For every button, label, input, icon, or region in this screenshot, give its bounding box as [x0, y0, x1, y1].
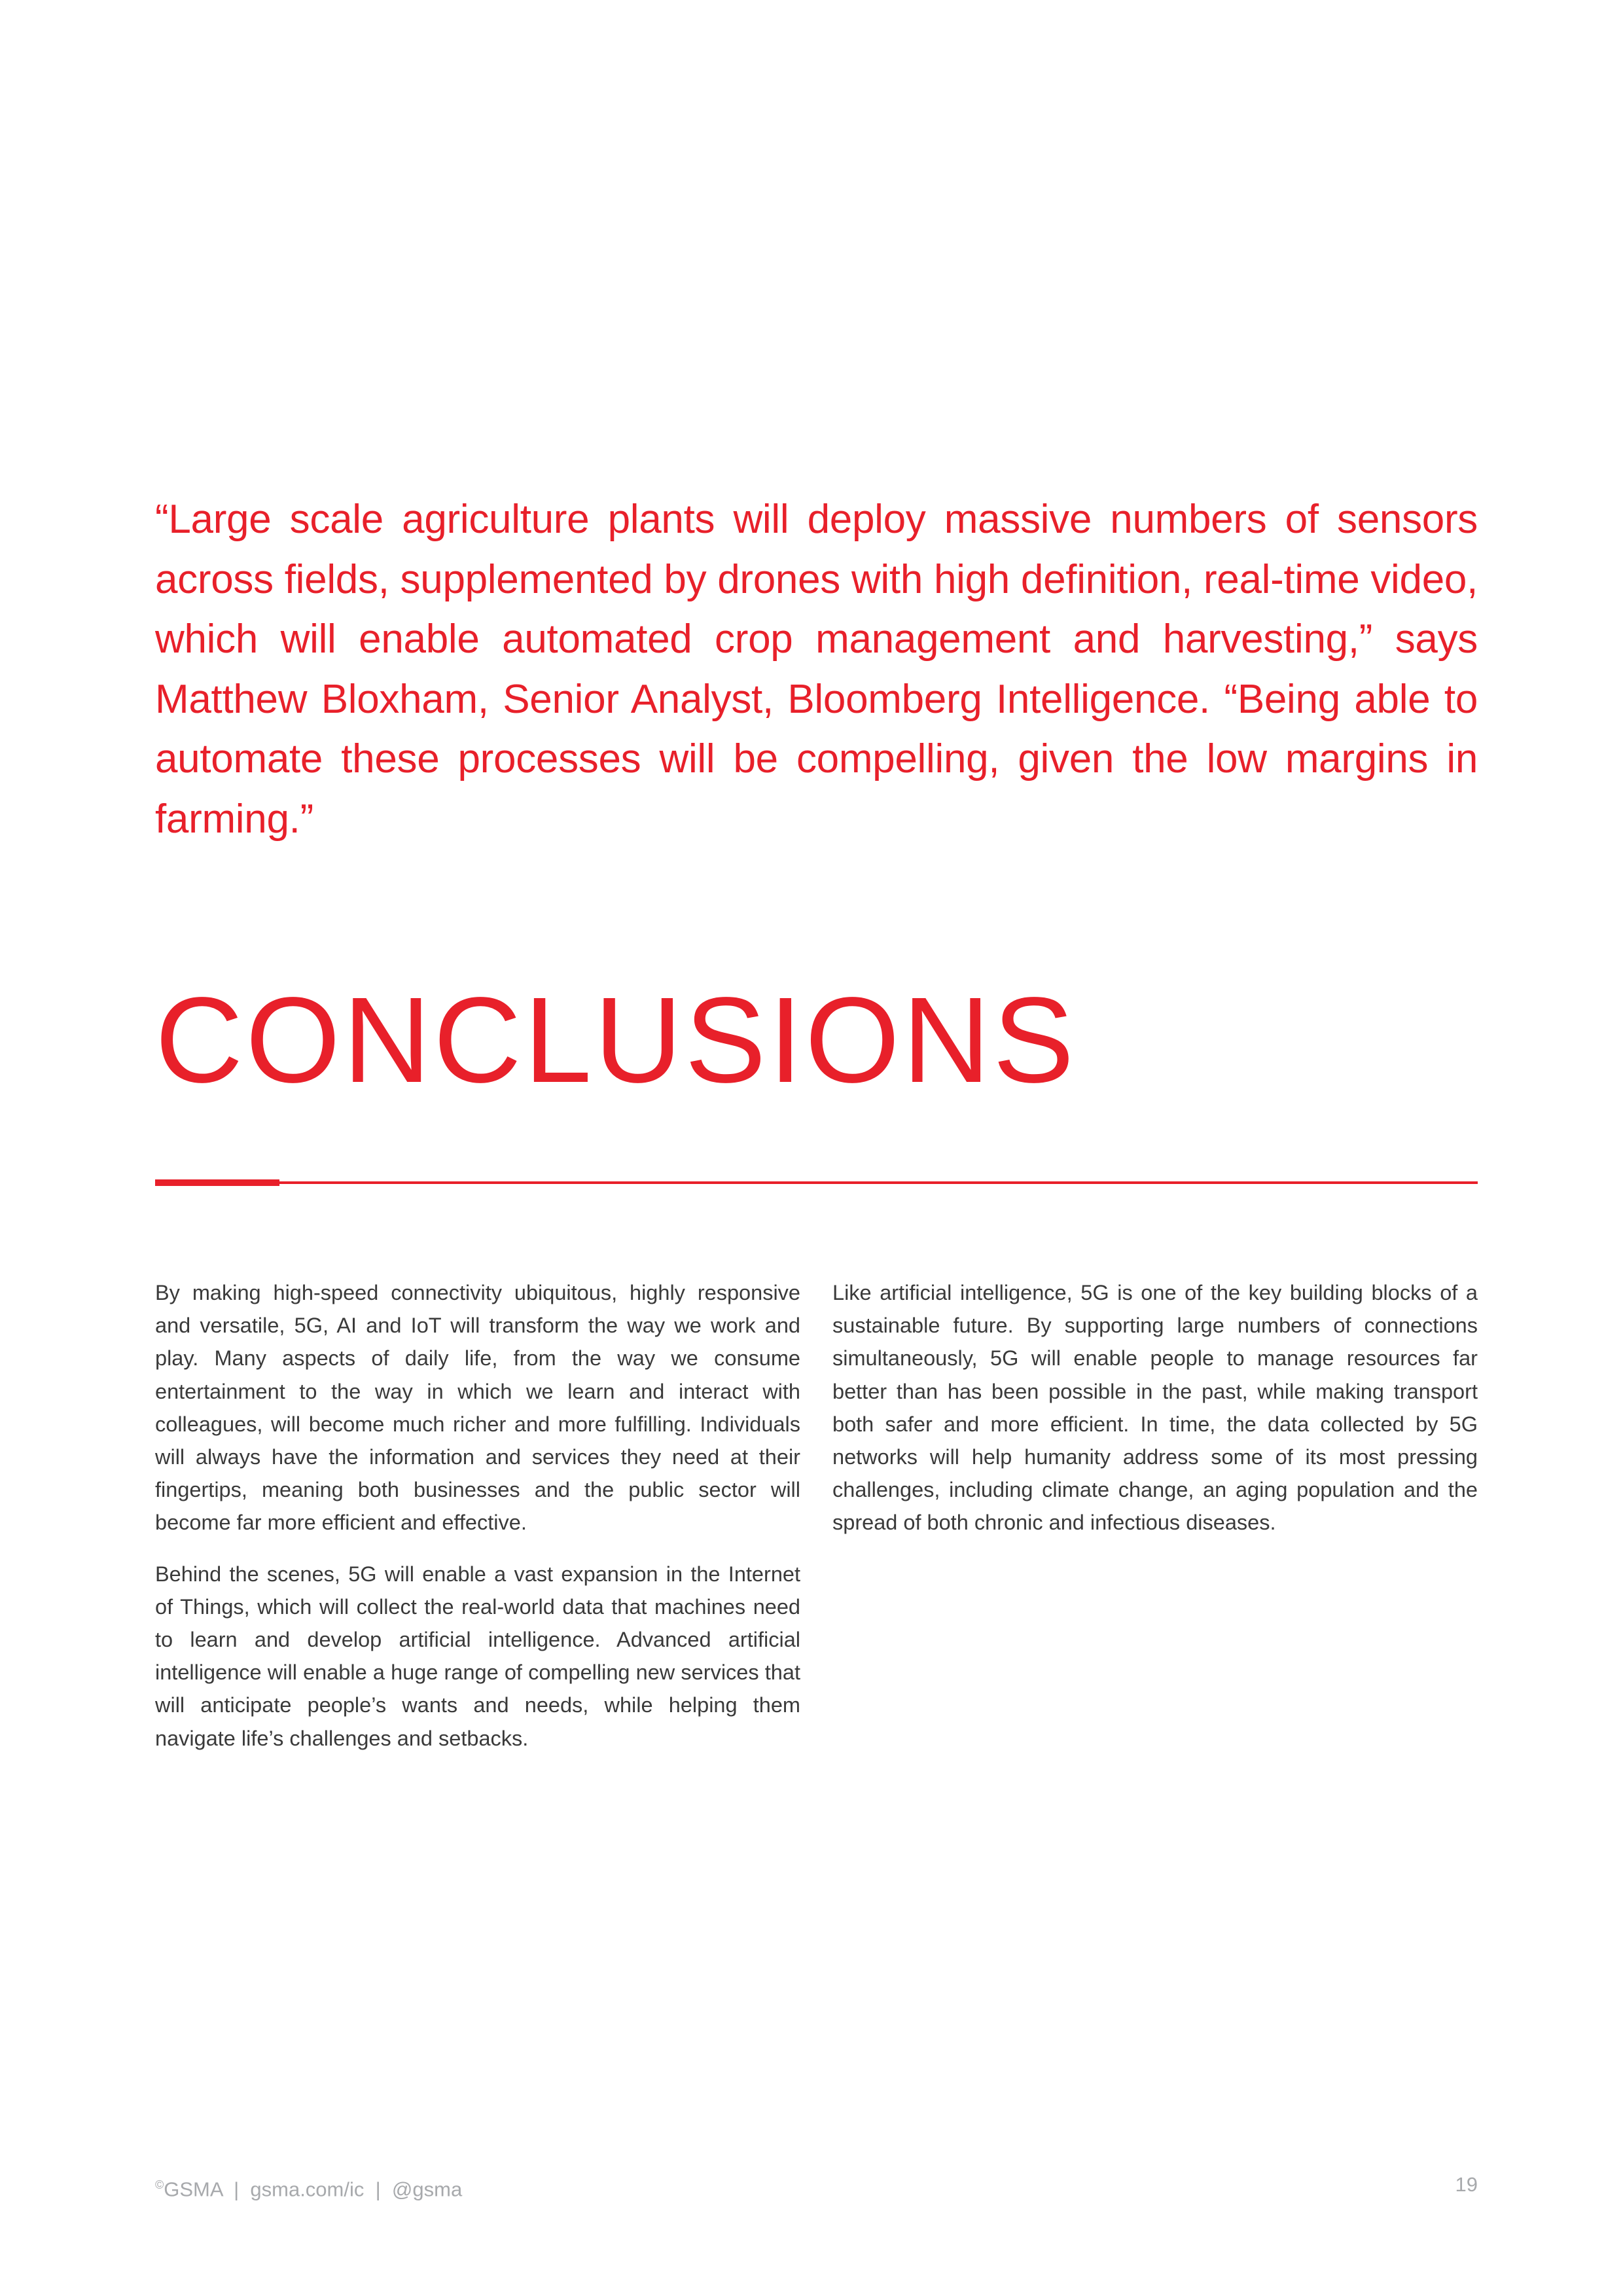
footer-separator: |: [375, 2178, 381, 2201]
copyright-symbol: ©: [155, 2178, 164, 2191]
heading-divider-accent: [155, 1179, 279, 1186]
page-number: 19: [1455, 2173, 1478, 2196]
footer-credits: [155, 2172, 462, 2202]
footer-separator: |: [234, 2178, 240, 2201]
body-column-right: [832, 1276, 1478, 1558]
footer-website-link[interactable]: gsma.com/ic: [250, 2178, 365, 2201]
footer-brand: GSMA: [164, 2178, 223, 2201]
heading-divider: [155, 1181, 1478, 1184]
body-column-left: [155, 1276, 800, 1773]
body-paragraph: By making high-speed connectivity ubiquitous, highly responsive and versatile, 5G, AI and IoT will transform the way we work and play. Many aspects of daily life, from the way we consume entertainment to the way in which we learn and interact with colleagues, will become much richer and more fulfilling. Individuals will always have the information and services they need at their fingertips, meaning both businesses and the public sector will become far more efficient and effective.: [155, 1281, 800, 1535]
section-heading: CONCLUSIONS: [155, 973, 1077, 1108]
body-paragraph: Behind the scenes, 5G will enable a vast expansion in the Internet of Things, which will collect the real-world data that machines need to learn and develop artificial intelligence. Advanced artificial intelligence will enable a huge range of compelling new services that will anticipate people’s wants and needs, while helping them navigate life’s challenges and setbacks.: [155, 1562, 800, 1750]
footer-social-handle[interactable]: @gsma: [391, 2178, 463, 2201]
body-paragraph: Like artificial intelligence, 5G is one of the key building blocks of a sustainable future. By supporting large numbers of connections simultaneously, 5G will enable people to manage resources far better than has been possible in the past, while making transport both safer and more efficient. In time, the data collected by 5G networks will help humanity address some of its most pressing challenges, including climate change, an aging population and the spread of both chronic and infectious diseases.: [832, 1281, 1478, 1535]
pull-quote: “Large scale agriculture plants will deploy massive numbers of sensors across fields, supplemented by drones with high definition, real-time video, which will enable automated crop management and harvesting,” says Matthew Bloxham, Senior Analyst, Bloomberg Intelligence. “Being able to automate these processes will be compelling, given the low margins in farming.”: [155, 497, 1478, 842]
